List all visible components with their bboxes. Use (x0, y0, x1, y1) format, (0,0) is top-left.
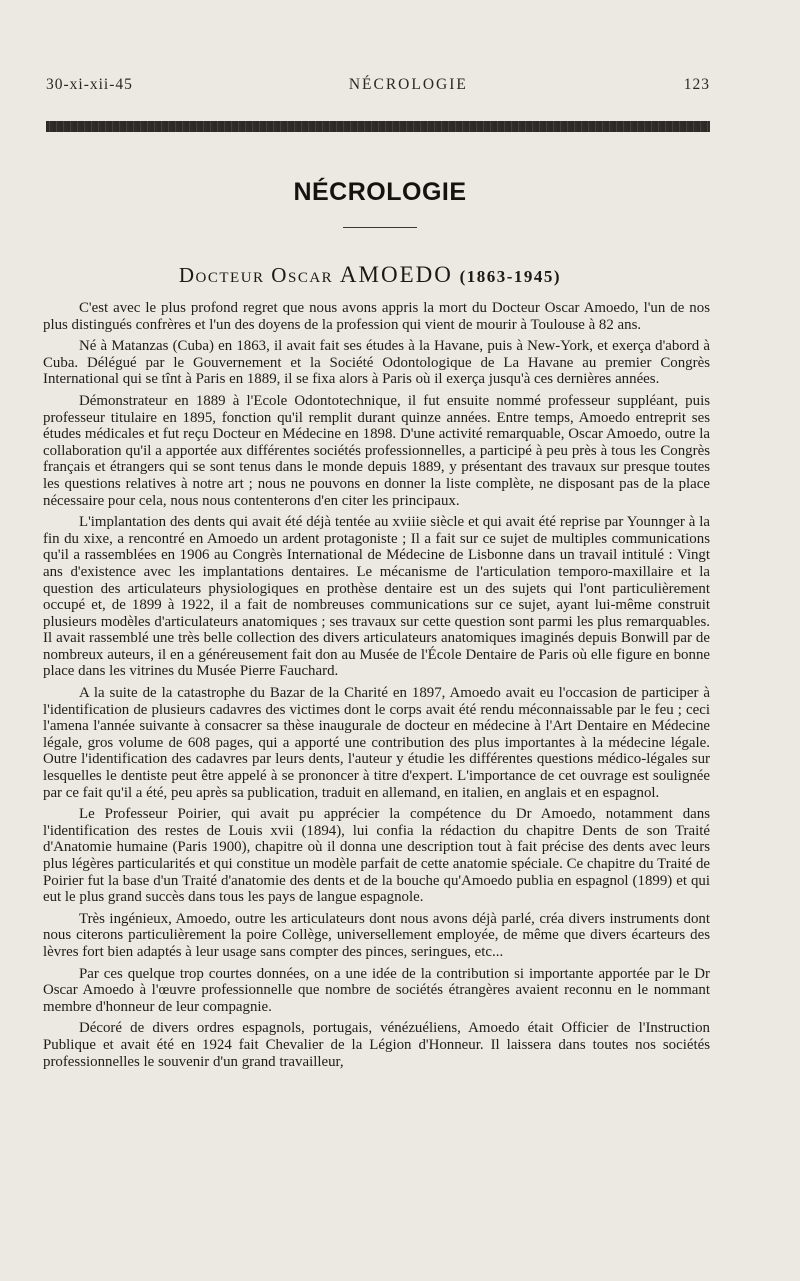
obituary-heading-prefix: Docteur Oscar (178, 263, 334, 287)
title-divider (343, 227, 417, 228)
paragraph-8: Par ces quelque trop courtes données, on a une idée de la contribution si importante apportée par le Dr Oscar Amoedo à l'œuvre professionnelle que nombre de sociétés étrangères avaient reconnu en le nommant membre d'honneur de leur compagnie. (43, 965, 710, 1015)
obituary-heading-name: AMOEDO (339, 262, 453, 287)
section-title: NÉCROLOGIE (293, 178, 467, 206)
paragraph-2: Né à Matanzas (Cuba) en 1863, il avait fait ses études à la Havane, puis à New-York, et exerça d'abord à Cuba. Délégué par le Gouvernement et la Société Odontologique de La Havane au premier Congrès International qui se tînt à Paris en 1889, il se fixa alors à Paris où il exerça jusqu'à ces dernières années. (43, 338, 710, 388)
paragraph-9: Décoré de divers ordres espagnols, portugais, vénézuéliens, Amoedo était Officier de l'Instruction Publique et avait été en 1924 fait Chevalier de la Légion d'Honneur. Il laissera dans toutes nos sociétés professionnelles le souvenir d'un grand travailleur, (43, 1020, 710, 1070)
page-number: 123 (683, 76, 710, 93)
paragraph-1: C'est avec le plus profond regret que nous avons appris la mort du Docteur Oscar Amoedo, l'un de nos plus distingués confrères et l'un des doyens de la profession qui vient de mourir à Toulouse à 82 ans. (43, 300, 710, 333)
article-body (43, 300, 710, 1070)
paragraph-3: Démonstrateur en 1889 à l'Ecole Odontotechnique, il fut ensuite nommé professeur suppléant, puis professeur titulaire en 1895, fonction qu'il remplit durant quinze années. Entre temps, Amoedo entreprit ses études médicales et fut reçu Docteur en Médecine en 1898. D'une activité remarquable, Oscar Amoedo, outre la collaboration qu'il a apportée aux différentes sociétés professionnelles, a participé à peu près à tous les Congrès français et étrangers qui se sont tenus dans le monde depuis 1889, y présentant des travaux sur presque toutes les questions relatives à notre art ; nous ne pouvons en donner la liste complète, ne disposant pas de la place nécessaire pour cela, nous nous contenterons d'en citer les principaux. (43, 392, 710, 509)
obituary-heading (0, 262, 740, 288)
paragraph-5: A la suite de la catastrophe du Bazar de la Charité en 1897, Amoedo avait eu l'occasion de participer à l'identification de plusieurs cadavres des victimes dont le corps avait été rendu méconnaissable par le feu ; ceci l'amena l'année suivante à consacrer sa thèse inaugurale de docteur en médecine à l'Art Dentaire en Médecine légale, gros volume de 608 pages, qui a apporté une contribution des plus importantes à la médecine légale. Outre l'identification des cadavres par leurs dents, l'auteur y étudie les différentes questions médico-légales sur lesquelles le dentiste peut être appelé à se prononcer à titre d'expert. L'importance de cet ouvrage est soulignée par ce fait qu'il a été, peu après sa publication, traduit en allemand, en italien, en anglais et en espagnol. (43, 685, 710, 801)
header-rule (46, 121, 710, 132)
paragraph-6: Le Professeur Poirier, qui avait pu apprécier la compétence du Dr Amoedo, notamment dans l'identification des restes de Louis xvii (1894), lui confia la rédaction du chapitre Dents de son Traité d'Anatomie humaine (Paris 1900), chapitre où il donna une description tout à fait précise des dents avec leurs plus légères particularités et qui constitue un modèle parfait de cette anatomie spéciale. Ce chapitre du Traité de Poirier fut la base d'un Traité d'anatomie des dents et de la bouche qu'Amoedo publia en espagnol (1899) et qui eut le plus grand succès dans tous les pays de langue espagnole. (43, 806, 710, 906)
running-head (46, 76, 710, 94)
paragraph-4: L'implantation des dents qui avait été déjà tentée au xviiie siècle et qui avait été reprise par Younnger à la fin du xixe, a rencontré en Amoedo un ardent protagoniste ; Il a fait sur ce sujet de multiples communications qu'il a rassemblées en 1906 au Congrès International de Médecine de Lisbonne dans un travail intitulé : Vingt ans d'existence avec les implantations dentaires. Le mécanisme de l'articulation temporo-maxillaire et la question des articulateurs physiologiques en prothèse dentaire est un des sujets qui l'ont particulièrement occupé et, de 1899 à 1922, il a fait de nombreuses communications sur ce sujet, ayant lui-même construit plusieurs modèles d'articulateurs anatomiques ; ses travaux sur cette question sont parmi les plus remarquables. Il avait rassemblé une très belle collection des divers articulateurs anatomiques imaginés depuis Bonwill par de nombreux auteurs, il en a généreusement fait don au Musée de l'École Dentaire de Paris où elle figure en bonne place dans les vitrines du Musée Pierre Fauchard. (43, 514, 710, 680)
paragraph-7: Très ingénieux, Amoedo, outre les articulateurs dont nous avons déjà parlé, créa divers instruments dont nous citerons particulièrement la poire Collège, universellement employée, de même que divers écarteurs des lèvres fort bien adaptés à leur usage sans compter des pinces, seringues, etc... (43, 910, 710, 960)
header-date: 30-xi-xii-45 (46, 76, 133, 93)
obituary-heading-dates: (1863-1945) (459, 267, 562, 286)
header-title: NÉCROLOGIE (348, 76, 468, 93)
